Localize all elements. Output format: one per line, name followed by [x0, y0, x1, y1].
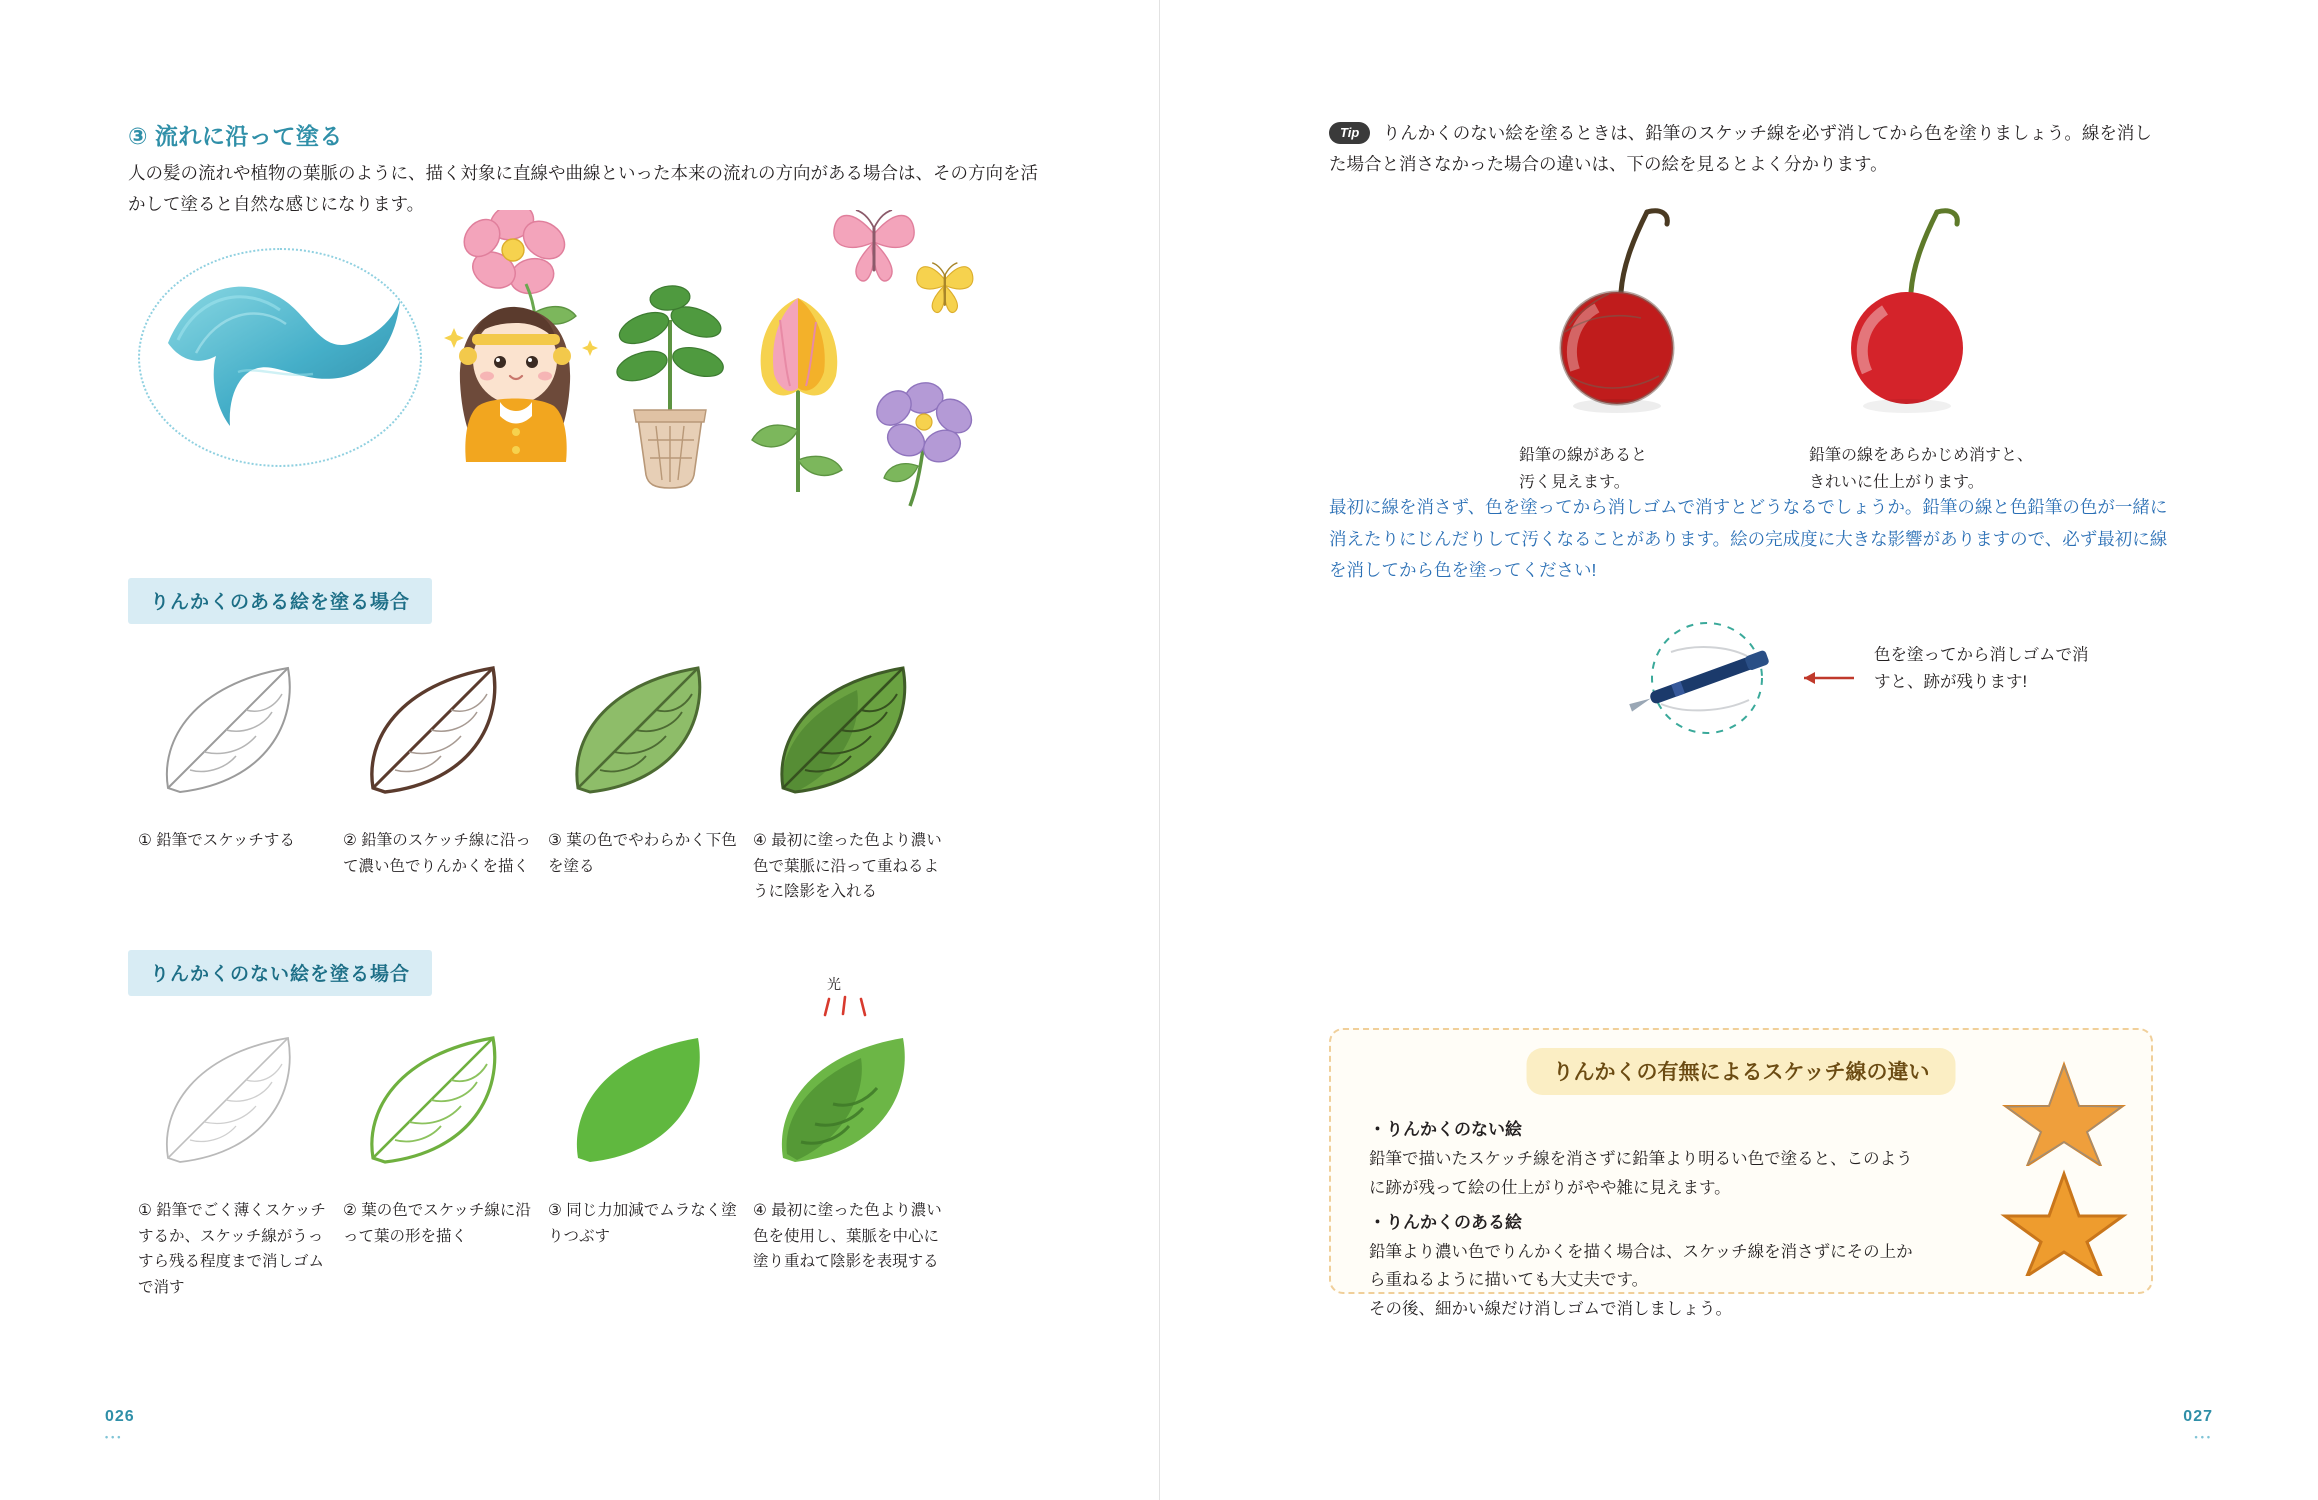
- leaf-step-4: [753, 976, 958, 1271]
- eraser-note: [1874, 642, 2174, 696]
- section-label-without-outline: [128, 950, 432, 996]
- purple-flower-icon: [870, 380, 978, 506]
- leaf-outline-dark-icon: [343, 648, 538, 813]
- leaf-shaded-no-outline-icon: [753, 993, 948, 1183]
- leaf-step-1: [138, 1018, 343, 1296]
- section-label-text: りんかくのない絵を塗る場合: [128, 950, 432, 996]
- callout-title: りんかくの有無によるスケッチ線の違い: [1527, 1048, 1956, 1095]
- blue-paragraph: [1329, 492, 2169, 587]
- leaf-flat-fill-icon: [548, 1018, 743, 1183]
- cherry-caption-right: [1809, 442, 2033, 496]
- page-number-left: [105, 1408, 135, 1442]
- cherry-caption-left-line2: 汚く見えます。: [1519, 474, 1630, 492]
- section-label-with-outline: [128, 578, 432, 624]
- potted-plant-icon: [613, 284, 726, 488]
- callout-item2-body: 鉛筆より濃い色でりんかくを描く場合は、スケッチ線を消さずにその上から重ねるように描いても大丈夫です。: [1369, 1242, 1913, 1290]
- leaf-step-2: [343, 648, 548, 875]
- tip-block: [1329, 118, 2159, 179]
- leaf-step-1: [138, 648, 343, 849]
- cherry-dirty-icon: [1509, 200, 1739, 430]
- leaf-green-outline-icon: [343, 1018, 538, 1183]
- tip-badge: Tip: [1329, 122, 1370, 144]
- leaf-step-caption: ① 鉛筆でスケッチする: [138, 832, 295, 849]
- leaf-step-caption: ④ 最初に塗った色より濃い色を使用し、葉脈を中心に塗り重ねて陰影を表現する: [753, 1202, 942, 1271]
- hair-stroke-illustration: [138, 248, 418, 463]
- page-number-right: [2183, 1408, 2213, 1442]
- blue-paragraph-text: 最初に線を消さず、色を塗ってから消しゴムで消すとどうなるでしょうか。鉛筆の線と色鉛筆の色が一緒に消えたりにじんだりして汚くなることがあります。絵の完成度に大きな影響がありますので、必ず最初に線を消してから色を塗ってください!: [1329, 497, 2168, 580]
- page-number-text: 027: [2183, 1408, 2213, 1425]
- pink-butterfly-icon: [834, 210, 914, 281]
- page-number-dots: •••: [2194, 1432, 2213, 1442]
- leaf-step-caption: ③ 同じ力加減でムラなく塗りつぶす: [548, 1202, 737, 1245]
- eraser-note-line1: 色を塗ってから消しゴムで消: [1874, 646, 2089, 664]
- cherry-caption-left-line1: 鉛筆の線があると: [1519, 447, 1648, 464]
- callout-content: [1369, 1116, 1929, 1324]
- leaf-step-caption: ② 鉛筆のスケッチ線に沿って濃い色でりんかくを描く: [343, 832, 531, 875]
- dotted-oval-frame: [138, 248, 422, 467]
- leaf-step-caption: ③ 葉の色でやわらかく下色を塗る: [548, 832, 737, 875]
- star-with-sketch-lines-icon: [1999, 1056, 2129, 1166]
- cherry-caption-left: [1519, 442, 1739, 496]
- leaf-shaded-icon: [753, 648, 948, 813]
- leaf-step-3: [548, 648, 753, 875]
- leaf-step-4: [753, 648, 958, 901]
- cherry-clean-icon: [1799, 200, 2029, 430]
- girl-illustration-icon: [459, 307, 571, 462]
- leaf-step-3: [548, 1018, 753, 1245]
- callout-item1-body: 鉛筆で描いたスケッチ線を消さずに鉛筆より明るい色で塗ると、このように跡が残って絵の仕上がりがやや雑に見えます。: [1369, 1149, 1913, 1197]
- page-number-text: 026: [105, 1408, 135, 1425]
- callout-item1-heading: ・りんかくのない絵: [1369, 1120, 1522, 1139]
- leaf-steps-without-outline: [138, 976, 1138, 1296]
- illustration-group-icon: [440, 210, 1040, 510]
- page-number-dots: •••: [105, 1432, 124, 1442]
- decorative-illustrations: [440, 210, 1040, 510]
- leaf-sketch-icon: [138, 648, 333, 813]
- leaf-faint-sketch-icon: [138, 1018, 333, 1183]
- leaf-step-2: [343, 1018, 548, 1245]
- cherry-with-pencil-lines: [1509, 200, 1739, 496]
- callout-box: [1329, 1028, 2153, 1319]
- leaf-step-caption: ④ 最初に塗った色より濃い色で葉脈に沿って重ねるように陰影を入れる: [753, 832, 942, 901]
- cherry-caption-right-line1: 鉛筆の線をあらかじめ消すと、: [1809, 447, 2034, 464]
- section-heading: [128, 118, 343, 151]
- section-intro-text: 人の髪の流れや植物の葉脈のように、描く対象に直線や曲線といった本来の流れの方向がある場合は、その方向を活かして塗ると自然な感じになります。: [128, 163, 1038, 214]
- callout-item2-heading: ・りんかくのある絵: [1369, 1212, 1522, 1232]
- eraser-trace-illustration: [1599, 620, 2159, 750]
- leaf-base-color-icon: [548, 648, 743, 813]
- callout-item2-body2: その後、細かい線だけ消しゴムで消しましょう。: [1369, 1300, 1732, 1319]
- yellow-butterfly-icon: [917, 263, 973, 313]
- eraser-note-line2: すと、跡が残ります!: [1874, 673, 2028, 692]
- section-heading-text: ③ 流れに沿って塗る: [128, 123, 343, 149]
- tip-text: りんかくのない絵を塗るときは、鉛筆のスケッチ線を必ず消してから色を塗りましょう。線を消した場合と消さなかった場合の違いは、下の絵を見るとよく分かります。: [1329, 123, 2152, 174]
- right-page: [1159, 0, 2318, 1500]
- cherry-clean: [1799, 200, 2033, 496]
- leaf-steps-with-outline: [138, 648, 1138, 901]
- star-clean-icon: [1999, 1166, 2129, 1276]
- cherry-caption-right-line2: きれいに仕上がります。: [1809, 474, 1984, 492]
- light-label: 光: [827, 976, 841, 992]
- section-label-text: りんかくのある絵を塗る場合: [128, 578, 432, 624]
- tulip-icon: [752, 298, 842, 492]
- leaf-step-caption: ② 葉の色でスケッチ線に沿って葉の形を描く: [343, 1202, 531, 1245]
- leaf-step-caption: ① 鉛筆でごく薄くスケッチするか、スケッチ線がうっすら残る程度まで消しゴムで消す: [138, 1202, 326, 1296]
